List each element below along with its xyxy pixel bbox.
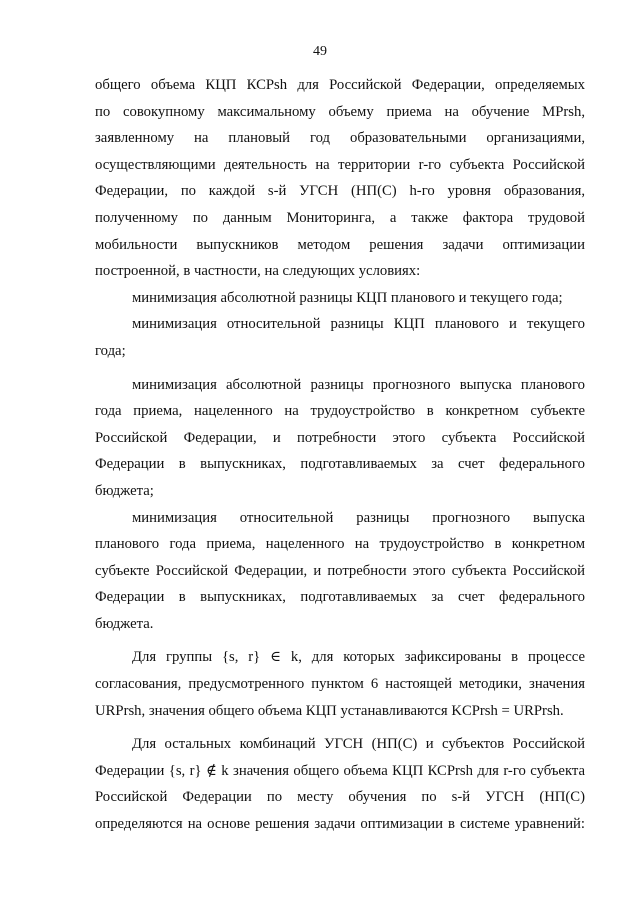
- text-line: минимизация относительной разницы прогнозного выпуска: [132, 509, 585, 526]
- text-line: мобильности выпускников методом решения задачи оптимизации: [95, 236, 585, 253]
- text-line: Федерации {s, r} ∉ k значения общего объема КЦП КСРrsh для r-го субъекта: [95, 762, 585, 779]
- text-line: по совокупному максимальному объему приема на обучение MPrsh,: [95, 103, 585, 120]
- text-line: URPrsh, значения общего объема КЦП устанавливаются KCPrsh = URPrsh.: [95, 702, 564, 719]
- text-line: осуществляющими деятельность на территории r-го субъекта Российской: [95, 156, 585, 173]
- text-line: планового года приема, нацеленного на трудоустройство в конкретном: [95, 536, 585, 553]
- text-line: бюджета.: [95, 615, 154, 632]
- text-line: субъекте Российской Федерации, и потребности этого субъекта Российской: [95, 562, 585, 579]
- body-text: [95, 72, 585, 838]
- text-line: Российской Федерации, и потребности этого субъекта Российской: [95, 429, 585, 446]
- text-line: построенной, в частности, на следующих условиях:: [95, 263, 421, 280]
- text-line: определяются на основе решения задачи оптимизации в системе уравнений:: [95, 816, 585, 833]
- text-line: Для остальных комбинаций УГСН (НП(С) и субъектов Российской: [132, 736, 585, 753]
- text-line: согласования, предусмотренного пунктом 6 настоящей методики, значения: [95, 676, 585, 693]
- text-line: общего объема КЦП КСРsh для Российской Федерации, определяемых: [95, 77, 585, 93]
- text-line: Федерации в выпускниках, подготавливаемых за счет федерального: [95, 589, 585, 606]
- text-line: минимизация абсолютной разницы КЦП планового и текущего года;: [132, 289, 563, 306]
- text-line: года приема, нацеленного на трудоустройство в конкретном субъекте: [95, 403, 585, 420]
- page-number: 49: [313, 44, 327, 59]
- text-line: Для группы {s, r} ∈ k, для которых зафиксированы в процессе: [132, 649, 585, 666]
- text-line: минимизация относительной разницы КЦП планового и текущего: [132, 316, 585, 333]
- text-line: полученному по данным Мониторинга, а также фактора трудовой: [95, 209, 585, 226]
- text-line: Федерации, по каждой s-й УГСН (НП(С) h-го уровня образования,: [95, 183, 585, 200]
- text-line: заявленному на плановый год образовательными организациями,: [95, 130, 585, 147]
- text-line: Федерации в выпускниках, подготавливаемых за счет федерального: [95, 456, 585, 473]
- text-line: года;: [95, 342, 126, 359]
- text-line: бюджета;: [95, 482, 154, 499]
- text-line: минимизация абсолютной разницы прогнозного выпуска планового: [132, 376, 585, 393]
- text-line: Российской Федерации по месту обучения по s-й УГСН (НП(С): [95, 789, 585, 806]
